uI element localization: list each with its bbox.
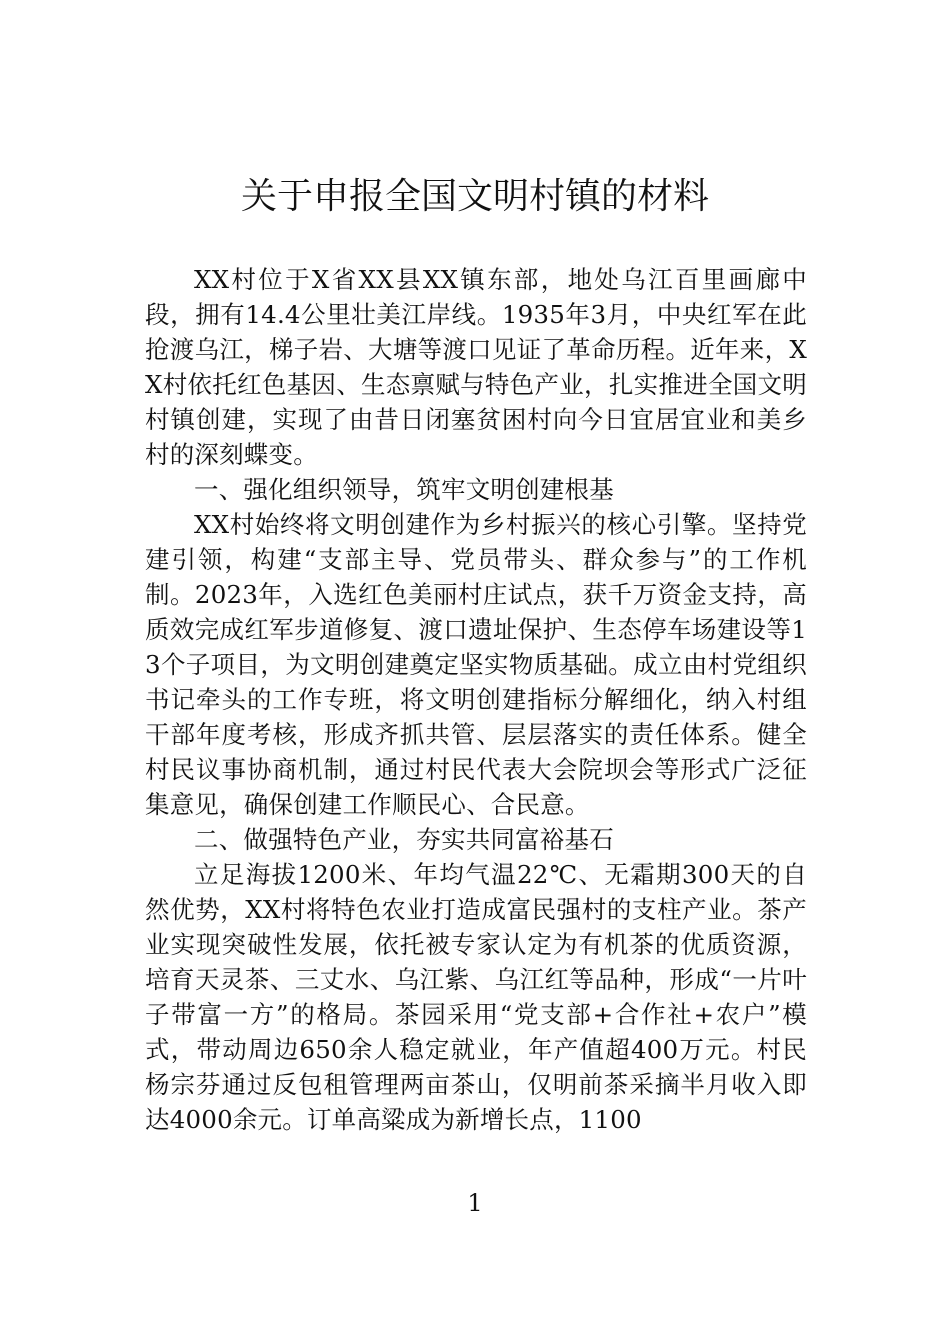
intro-paragraph: XX村位于X省XX县XX镇东部，地处乌江百里画廊中段，拥有14.4公里壮美江岸线。1935年3月，中央红军在此抢渡乌江，梯子岩、大塘等渡口见证了革命历程。近年来，XX村依托红色基因、生态禀赋与特色产业，扎实推进全国文明村镇创建，实现了由昔日闭塞贫困村向今日宜居宜业和美乡村的深刻蝶变。 — [145, 265, 807, 469]
section-heading-2: 二、做强特色产业，夯实共同富裕基石 — [194, 825, 614, 854]
section-1-paragraph: XX村始终将文明创建作为乡村振兴的核心引擎。坚持党建引领，构建“支部主导、党员带头、群众参与”的工作机制。2023年，入选红色美丽村庄试点，获千万资金支持，高质效完成红军步道修复、渡口遗址保护、生态停车场建设等13个子项目，为文明创建奠定坚实物质基础。成立由村党组织书记牵头的工作专班，将文明创建指标分解细化，纳入村组干部年度考核，形成齐抓共管、层层落实的责任体系。健全村民议事协商机制，通过村民代表大会院坝会等形式广泛征集意见，确保创建工作顺民心、合民意。 — [145, 510, 807, 819]
document-body — [145, 262, 807, 1137]
document-title: 关于申报全国文明村镇的材料 — [240, 176, 709, 217]
page-number: 1 — [467, 1189, 483, 1217]
section-2-paragraph: 立足海拔1200米、年均气温22℃、无霜期300天的自然优势，XX村将特色农业打造成富民强村的支柱产业。茶产业实现突破性发展，依托被专家认定为有机茶的优质资源，培育天灵茶、三丈水、乌江紫、乌江红等品种，形成“一片叶子带富一方”的格局。茶园采用“党支部+合作社+农户”模式，带动周边650余人稳定就业，年产值超400万元。村民杨宗芬通过反包租管理两亩茶山，仅明前茶采摘半月收入即达4000余元。订单高粱成为新增长点，1100 — [145, 860, 807, 1134]
section-heading-1: 一、强化组织领导，筑牢文明创建根基 — [194, 475, 614, 504]
